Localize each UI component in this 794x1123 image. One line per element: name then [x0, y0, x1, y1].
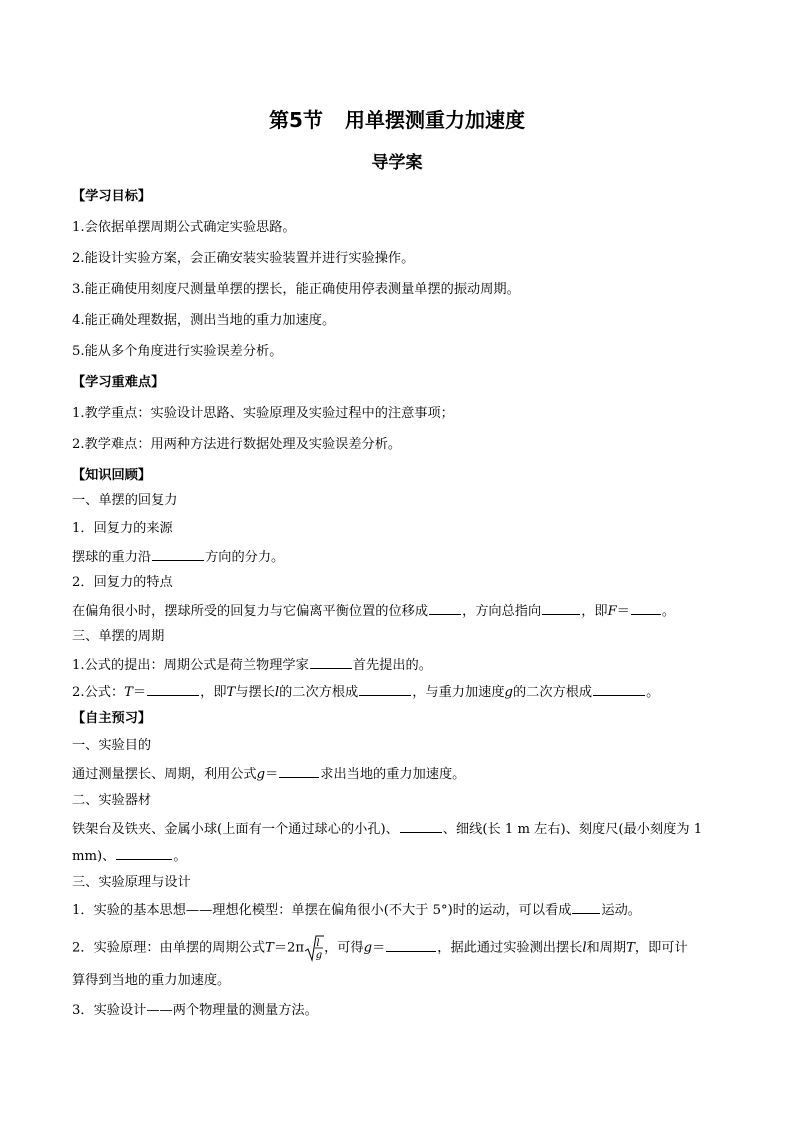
- answer-blank[interactable]: [310, 656, 352, 669]
- keypoints-heading: 【学习重难点】: [72, 375, 165, 390]
- keypoint-item: 2.教学难点：用两种方法进行数据处理及实验误差分析。: [72, 437, 402, 452]
- answer-blank[interactable]: [429, 602, 461, 615]
- review-heading: 【知识回顾】: [72, 468, 152, 483]
- page-title: [0, 104, 794, 133]
- goal-item: 3.能正确使用刻度尺测量单摆的摆长，能正确使用停表测量单摆的振动周期。: [72, 282, 520, 297]
- answer-blank[interactable]: [279, 765, 319, 778]
- goal-item: 2.能设计实验方案，会正确安装实验装置并进行实验操作。: [72, 251, 415, 266]
- goal-item: 5.能从多个角度进行实验误差分析。: [72, 344, 283, 359]
- answer-blank[interactable]: [631, 602, 661, 615]
- review-subheading: 2．回复力的特点: [72, 575, 173, 590]
- page-subtitle: 导学案: [371, 153, 423, 173]
- answer-blank[interactable]: [152, 548, 204, 561]
- fill-in-line: 在偏角很小时，摆球所受的回复力与它偏离平衡位置的位移成 ，方向总指向 ，即F＝ 。: [72, 604, 676, 619]
- fill-in-line: 1．实验的基本思想——理想化模型：单摆在偏角很小(不大于 5°)时的运动，可以看成 运动。: [72, 903, 641, 918]
- title-topic: 用单摆测重力加速度: [344, 108, 525, 132]
- goals-heading: 【学习目标】: [72, 189, 152, 204]
- square-root-formula: [304, 934, 324, 962]
- goal-item: 4.能正确处理数据，测出当地的重力加速度。: [72, 313, 336, 328]
- preview-section-heading: 二、实验器材: [72, 793, 152, 808]
- preview-heading: 【自主预习】: [72, 711, 152, 726]
- preview-section-heading: 三、实验原理与设计: [72, 875, 191, 890]
- answer-blank[interactable]: [116, 847, 172, 860]
- answer-blank[interactable]: [386, 939, 436, 952]
- fill-in-line: 2.公式：T＝ ，即T与摆长l的二次方根成 ，与重力加速度g的二次方根成 。: [72, 685, 660, 700]
- answer-blank[interactable]: [542, 602, 580, 615]
- fill-in-line: 2．实验原理：由单摆的周期公式T＝2π l g ，可得g＝ ，据此通过实验测出摆长l和周期T，即可计: [72, 934, 732, 962]
- goal-item: 1.会依据单摆周期公式确定实验思路。: [72, 220, 296, 235]
- fraction-denominator: g: [315, 950, 323, 961]
- radical-sign-icon: [304, 934, 324, 962]
- answer-blank[interactable]: [572, 901, 600, 914]
- title-section-number: 第5节: [269, 108, 323, 132]
- body-text: 3．实验设计——两个物理量的测量方法。: [72, 1003, 318, 1018]
- preview-section-heading: 一、实验目的: [72, 738, 152, 753]
- fill-in-line: 摆球的重力沿 方向的分力。: [72, 550, 285, 565]
- answer-blank[interactable]: [593, 683, 645, 696]
- fill-in-line: 1.公式的提出：周期公式是荷兰物理学家 首先提出的。: [72, 658, 432, 673]
- answer-blank[interactable]: [400, 820, 442, 833]
- review-subheading: 1．回复力的来源: [72, 521, 173, 536]
- keypoint-item: 1.教学重点：实验设计思路、实验原理及实验过程中的注意事项；: [72, 406, 454, 421]
- review-section-heading: 三、单摆的周期: [72, 629, 165, 644]
- review-section-heading: 一、单摆的回复力: [72, 493, 178, 508]
- answer-blank[interactable]: [359, 683, 411, 696]
- fill-in-line: 铁架台及铁夹、金属小球(上面有一个通过球心的小孔)、 、细线(长 1 m 左右)、刻度尺(最小刻度为 1: [72, 822, 703, 837]
- answer-blank[interactable]: [147, 683, 199, 696]
- fill-in-line: mm)、 。: [72, 849, 187, 864]
- fill-in-line: 通过测量摆长、周期，利用公式g＝ 求出当地的重力加速度。: [72, 767, 466, 782]
- fraction-numerator: l: [316, 938, 320, 949]
- body-text: 算得到当地的重力加速度。: [72, 973, 231, 988]
